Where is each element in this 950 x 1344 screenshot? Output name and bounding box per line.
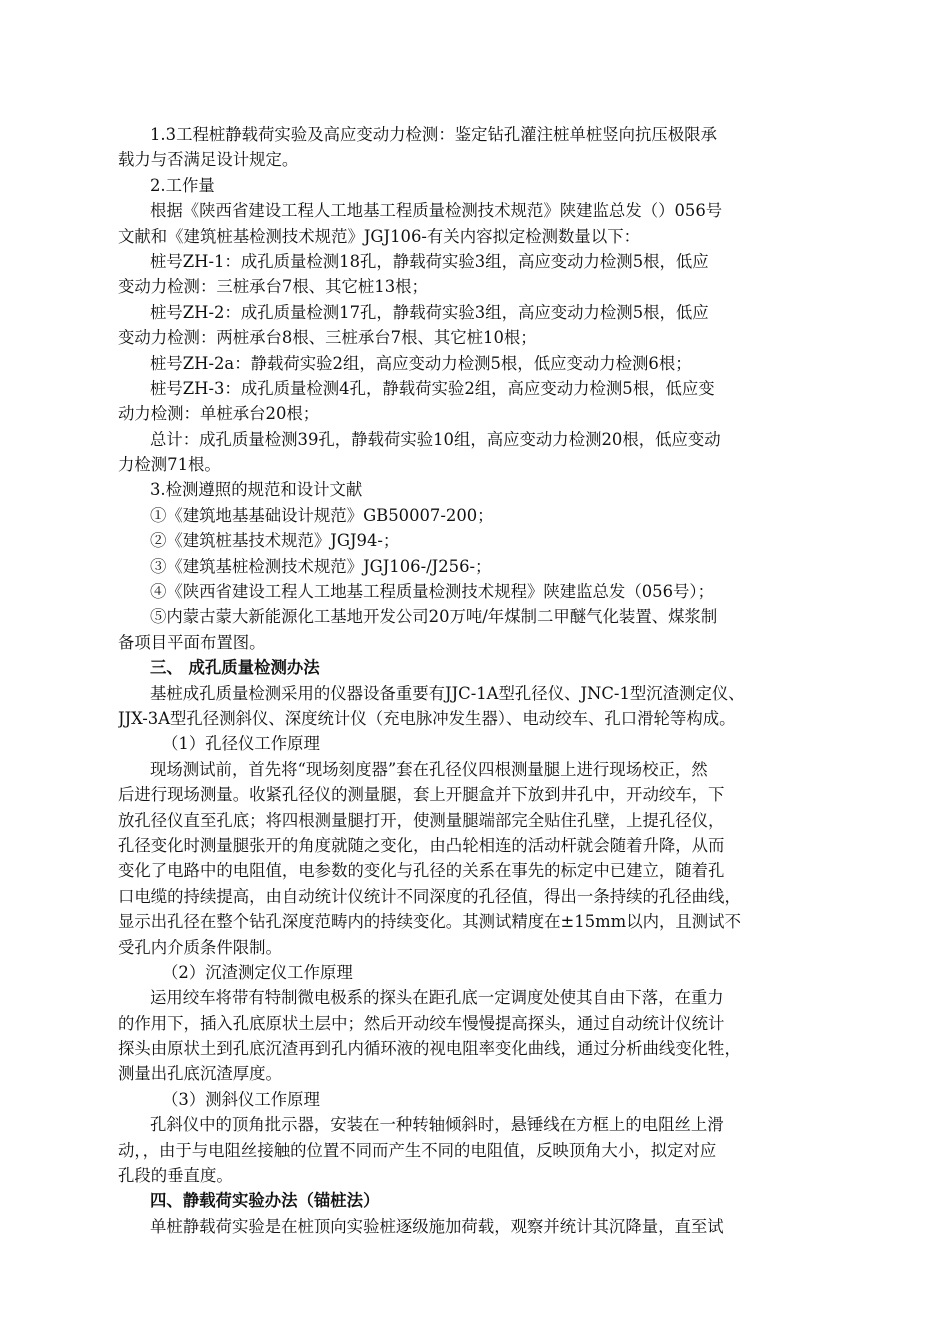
text-line: 备项目平面布置图。: [118, 632, 266, 652]
text-line: 受孔内介质条件限制。: [118, 937, 282, 957]
text-line: 根据《陕西省建设工程人工地基工程质量检测技术规范》陕建监总发（）056号: [150, 201, 723, 221]
text-line: 孔斜仪中的顶角批示器，安装在一种转轴倾斜时，悬锤线在方框上的电阻丝上滑: [150, 1115, 724, 1135]
text-line: 探头由原状土到孔底沉渣再到孔内循环液的视电阻率变化曲线，通过分析曲线变化牲，: [118, 1039, 741, 1059]
text-line: 文献和《建筑桩基检测技术规范》JGJ106-有关内容拟定检测数量以下：: [118, 226, 640, 246]
text-line: 放孔径仪直至孔底；将四根测量腿打开，使测量腿端部完全贴住孔壁，上提孔径仪，: [118, 810, 725, 830]
text-line: 2.工作量: [150, 175, 215, 195]
text-line: 单桩静载荷实验是在桩顶向实验桩逐级施加荷载，观察并统计其沉降量，直至试: [150, 1216, 724, 1236]
text-line: ③《建筑基桩检测技术规范》JGJ106-/J256-；: [150, 556, 492, 576]
text-line: 力检测71根。: [118, 455, 221, 475]
text-line: 桩号ZH-2a：静载荷实验2组，高应变动力检测5根，低应变动力检测6根；: [150, 353, 692, 373]
text-line: ②《建筑桩基技术规范》JGJ94-；: [150, 531, 400, 551]
text-line: 后进行现场测量。收紧孔径仪的测量腿，套上开腿盒并下放到井孔中，开动绞车，下: [118, 785, 725, 805]
text-line: 孔段的垂直度。: [118, 1166, 233, 1186]
text-line: 动，，由于与电阻丝接触的位置不同而产生不同的电阻值，反映顶角大小，拟定对应: [118, 1140, 717, 1160]
text-line: 变动力检测：两桩承台8根、三桩承台7根、其它桩10根；: [118, 328, 537, 348]
text-line: 3.检测遵照的规范和设计文献: [150, 480, 363, 500]
text-line: 显示出孔径在整个钻孔深度范畴内的持续变化。其测试精度在±15mm以内，且测试不: [118, 912, 741, 932]
text-line: ⑤内蒙古蒙大新能源化工基地开发公司20万吨/年煤制二甲醚气化装置、煤浆制: [150, 607, 718, 627]
text-line: 1.3工程桩静载荷实验及高应变动力检测：鉴定钻孔灌注桩单桩竖向抗压极限承: [150, 125, 717, 144]
text-line: 孔径变化时测量腿张开的角度就随之变化，由凸轮相连的活动杆就会随着升降，从而: [118, 835, 725, 855]
text-line: 现场测试前，首先将“现场刻度器”套在孔径仪四根测量腿上进行现场校正，然: [150, 759, 708, 779]
text-line: JJX-3A型孔径测斜仪、深度统计仪（充电脉冲发生器）、电动绞车、孔口滑轮等构成。: [118, 708, 736, 728]
section-heading: 三、 成孔质量检测办法: [150, 658, 320, 678]
text-line: 总计：成孔质量检测39孔，静载荷实验10组，高应变动力检测20根，低应变动: [150, 429, 721, 449]
text-line: 变动力检测：三桩承台7根、其它桩13根；: [118, 277, 428, 297]
text-line: （3）测斜仪工作原理: [162, 1089, 320, 1109]
text-line: 变化了电路中的电阻值，电参数的变化与孔径的关系在事先的标定中已建立，随着孔: [118, 861, 725, 881]
text-line: 运用绞车将带有特制微电极系的探头在距孔底一定调度处使其自由下落，在重力: [150, 988, 724, 1008]
text-line: 测量出孔底沉渣厚度。: [118, 1064, 282, 1084]
text-line: （2）沉渣测定仪工作原理: [162, 962, 353, 982]
text-line: 载力与否满足设计规定。: [118, 150, 299, 170]
text-line: 桩号ZH-3：成孔质量检测4孔，静载荷实验2组，高应变动力检测5根，低应变: [150, 378, 715, 398]
text-line: 桩号ZH-2：成孔质量检测17孔，静载荷实验3组，高应变动力检测5根，低应: [150, 302, 709, 322]
text-line: 的作用下，插入孔底原状土层中；然后开动绞车慢慢提高探头，通过自动统计仪统计: [118, 1013, 725, 1033]
text-line: 基桩成孔质量检测采用的仪器设备重要有JJC-1A型孔径仪、JNC-1型沉渣测定仪、: [150, 683, 745, 703]
text-line: ④《陕西省建设工程人工地基工程质量检测技术规程》陕建监总发（056号）；: [150, 582, 714, 602]
text-line: 口电缆的持续提高，由自动统计仪统计不同深度的孔径值，得出一条持续的孔径曲线，: [118, 886, 741, 906]
text-line: ①《建筑地基基础设计规范》GB50007-200；: [150, 505, 494, 525]
text-line: （1）孔径仪工作原理: [162, 734, 320, 754]
section-heading: 四、静载荷实验办法（锚桩法）: [150, 1191, 380, 1211]
text-line: 动力检测：单桩承台20根；: [118, 404, 320, 424]
text-line: 桩号ZH-1：成孔质量检测18孔，静载荷实验3组，高应变动力检测5根，低应: [150, 251, 709, 271]
